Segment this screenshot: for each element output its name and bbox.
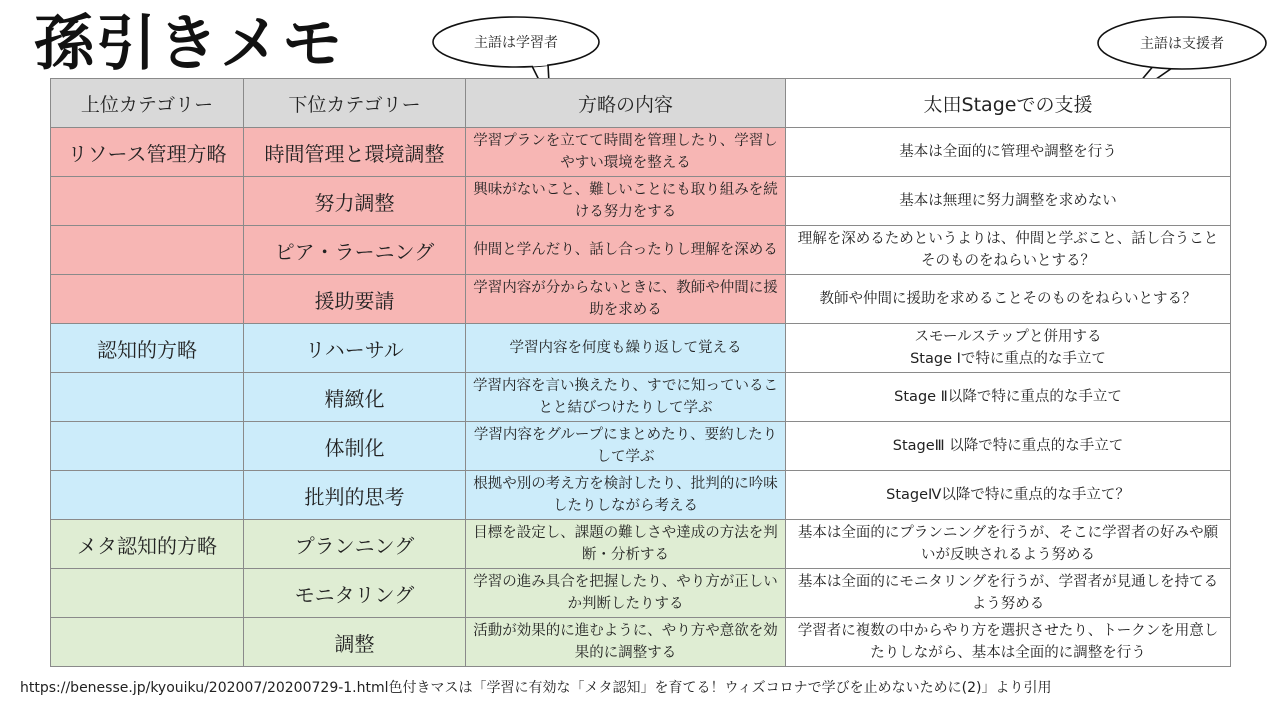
strategy-content-cell: 仲間と学んだり、話し合ったりし理解を深める <box>466 226 786 275</box>
table-row <box>51 226 1231 275</box>
main-category-cell <box>51 471 244 520</box>
support-cell: 教師や仲間に援助を求めることそのものをねらいとする？ <box>786 275 1231 324</box>
sub-category-cell: 批判的思考 <box>244 471 466 520</box>
support-cell: 基本は全面的にモニタリングを行うが、学習者が見通しを持てるよう努める <box>786 569 1231 618</box>
strategy-content-cell: 学習プランを立てて時間を管理したり、学習しやすい環境を整える <box>466 128 786 177</box>
table-row <box>51 520 1231 569</box>
strategy-content-cell: 根拠や別の考え方を検討したり、批判的に吟味したりしながら考える <box>466 471 786 520</box>
table-row <box>51 373 1231 422</box>
strategy-content-cell: 学習の進み具合を把握したり、やり方が正しいか判断したりする <box>466 569 786 618</box>
source-citation: https://benesse.jp/kyouiku/202007/20200729-1.html色付きマスは「学習に有効な「メタ認知」を育てる！ウィズコロナで学びを止めないために(2)」より引用 <box>20 680 1052 696</box>
strategy-content-cell: 学習内容が分からないときに、教師や仲間に援助を求める <box>466 275 786 324</box>
sub-category-cell: モニタリング <box>244 569 466 618</box>
support-cell: StageⅢ 以降で特に重点的な手立て <box>786 422 1231 471</box>
main-category-cell <box>51 618 244 667</box>
sub-category-cell: 調整 <box>244 618 466 667</box>
main-category-cell <box>51 373 244 422</box>
support-cell: 理解を深めるためというよりは、仲間と学ぶこと、話し合うことそのものをねらいとする？ <box>786 226 1231 275</box>
main-category-cell: 認知的方略 <box>51 324 244 373</box>
main-category-cell <box>51 226 244 275</box>
sub-category-cell: プランニング <box>244 520 466 569</box>
table-row <box>51 471 1231 520</box>
table-row <box>51 569 1231 618</box>
table-row <box>51 128 1231 177</box>
table-row <box>51 275 1231 324</box>
table-row <box>51 177 1231 226</box>
support-cell: 基本は全面的にプランニングを行うが、そこに学習者の好みや願いが反映されるよう努める <box>786 520 1231 569</box>
speech-bubble-supporter-text: 主語は支援者 <box>1140 36 1224 52</box>
sub-category-cell: リハーサル <box>244 324 466 373</box>
sub-category-cell: ピア・ラーニング <box>244 226 466 275</box>
header-strategy-content: 方略の内容 <box>466 79 786 128</box>
strategy-content-cell: 学習内容をグループにまとめたり、要約したりして学ぶ <box>466 422 786 471</box>
strategy-content-cell: 目標を設定し、課題の難しさや達成の方法を判断・分析する <box>466 520 786 569</box>
support-cell: 基本は全面的に管理や調整を行う <box>786 128 1231 177</box>
main-category-cell <box>51 569 244 618</box>
table-row <box>51 324 1231 373</box>
strategy-content-cell: 学習内容を何度も繰り返して覚える <box>466 324 786 373</box>
page-title: 孫引きメモ <box>34 9 344 79</box>
main-category-cell: メタ認知的方略 <box>51 520 244 569</box>
main-category-cell <box>51 275 244 324</box>
support-cell: 基本は無理に努力調整を求めない <box>786 177 1231 226</box>
main-category-cell <box>51 422 244 471</box>
strategy-content-cell: 興味がないこと、難しいことにも取り組みを続ける努力をする <box>466 177 786 226</box>
support-cell: 学習者に複数の中からやり方を選択させたり、トークンを用意したりしながら、基本は全面的に調整を行う <box>786 618 1231 667</box>
support-cell: スモールステップと併用する Stage Ⅰで特に重点的な手立て <box>786 324 1231 373</box>
sub-category-cell: 援助要請 <box>244 275 466 324</box>
speech-bubble-learner-text: 主語は学習者 <box>474 35 558 51</box>
header-sub-category: 下位カテゴリー <box>244 79 466 128</box>
strategy-content-cell: 活動が効果的に進むように、やり方や意欲を効果的に調整する <box>466 618 786 667</box>
header-main-category: 上位カテゴリー <box>51 79 244 128</box>
header-ota-stage-support: 太田Stageでの支援 <box>786 79 1231 128</box>
strategy-content-cell: 学習内容を言い換えたり、すでに知っていることと結びつけたりして学ぶ <box>466 373 786 422</box>
strategy-table <box>50 78 1231 667</box>
main-category-cell <box>51 177 244 226</box>
main-category-cell: リソース管理方略 <box>51 128 244 177</box>
sub-category-cell: 努力調整 <box>244 177 466 226</box>
table-header-row <box>51 79 1231 128</box>
support-cell: Stage Ⅱ以降で特に重点的な手立て <box>786 373 1231 422</box>
sub-category-cell: 体制化 <box>244 422 466 471</box>
support-cell: StageⅣ以降で特に重点的な手立て？ <box>786 471 1231 520</box>
sub-category-cell: 精緻化 <box>244 373 466 422</box>
table-row <box>51 618 1231 667</box>
sub-category-cell: 時間管理と環境調整 <box>244 128 466 177</box>
table-row <box>51 422 1231 471</box>
